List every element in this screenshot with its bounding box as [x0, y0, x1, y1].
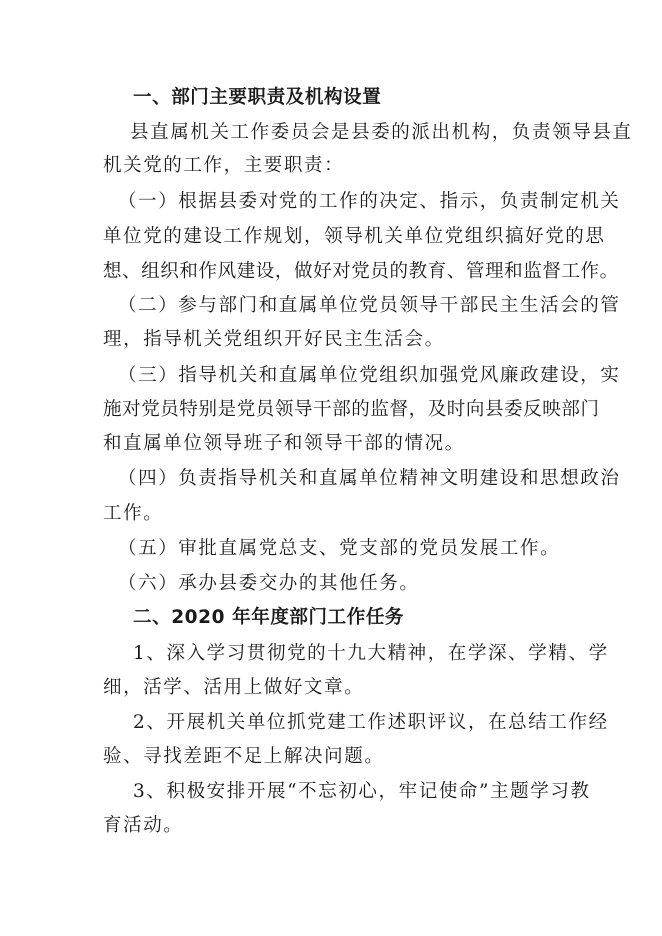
section-2-heading: 二、2020 年年度部门工作任务 [133, 607, 405, 628]
item-3-line-3: 和直属单位领导班子和领导干部的情况。 [103, 433, 465, 454]
item-4-line-1: （四）负责指导机关和直属单位精神文明建设和思想政治 [118, 468, 621, 489]
intro-line-1: 县直属机关工作委员会是县委的派出机构，负责领导县直 [130, 122, 633, 143]
item-2-line-2: 理，指导机关党组织开好民主生活会。 [103, 329, 445, 350]
task-3-line-1: 3、积极安排开展“不忘初心，牢记使命”主题学习教 [133, 781, 591, 802]
item-3-line-1: （三）指导机关和直属单位党组织加强党风廉政建设，实 [118, 365, 621, 386]
item-6-line-1: （六）承办县委交办的其他任务。 [118, 573, 420, 594]
intro-line-2: 机关党的工作，主要职责： [103, 155, 345, 176]
item-5-line-1: （五）审批直属党总支、党支部的党员发展工作。 [118, 538, 561, 559]
task-2-line-2: 验、寻找差距不足上解决问题。 [103, 746, 385, 767]
task-3-line-2: 育活动。 [103, 815, 184, 836]
item-4-line-2: 工作。 [103, 503, 164, 524]
item-1-line-2: 单位党的建设工作规划，领导机关单位党组织搞好党的思 [103, 226, 606, 247]
section-1-heading: 一、部门主要职责及机构设置 [133, 87, 382, 108]
task-2-line-1: 2、开展机关单位抓党建工作述职评议，在总结工作经 [133, 712, 609, 733]
task-1-line-2: 细，活学、活用上做好文章。 [103, 677, 365, 698]
item-3-line-2: 施对党员特别是党员领导干部的监督，及时向县委反映部门 [103, 399, 600, 420]
item-1-line-3: 想、组织和作风建设，做好对党员的教育、管理和监督工作。 [103, 261, 619, 282]
task-1-line-1: 1、深入学习贯彻党的十九大精神，在学深、学精、学 [133, 643, 609, 664]
item-1-line-1: （一）根据县委对党的工作的决定、指示，负责制定机关 [118, 191, 621, 212]
item-2-line-1: （二）参与部门和直属单位党员领导干部民主生活会的管 [118, 295, 621, 316]
